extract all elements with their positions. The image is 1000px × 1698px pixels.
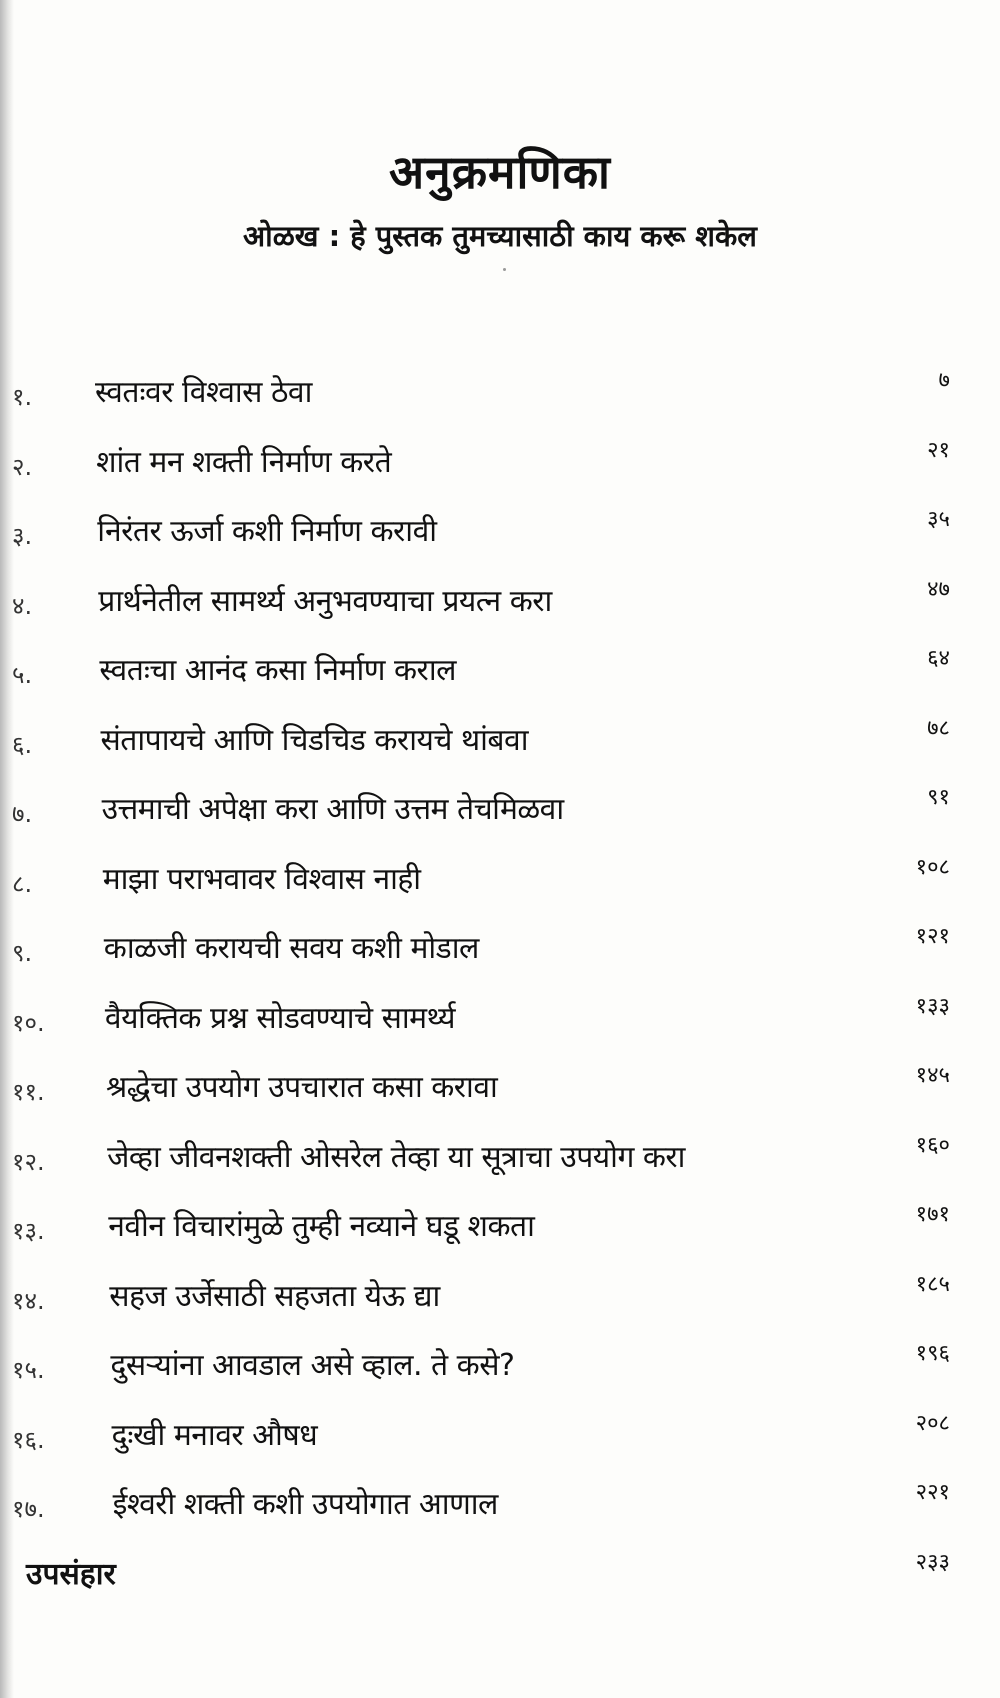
toc-row [0, 440, 1000, 500]
chapter-page-number: १४५ [915, 1063, 950, 1088]
toc-row [0, 857, 1000, 917]
toc-row [0, 370, 1000, 430]
chapter-page-number: १८५ [915, 1272, 950, 1297]
chapter-title: ईश्वरी शक्ती कशी उपयोगात आणाल [112, 1487, 498, 1522]
chapter-title: संतापायचे आणि चिडचिड करायचे थांबवा [100, 723, 528, 758]
chapter-number: १२. [12, 1148, 45, 1176]
chapter-number: ८. [12, 870, 33, 898]
chapter-number: १७. [12, 1495, 45, 1523]
toc-row [0, 579, 1000, 639]
chapter-title: सहज उर्जेसाठी सहजता येऊ द्या [109, 1279, 440, 1314]
chapter-title: प्रार्थनेतील सामर्थ्य अनुभवण्याचा प्रयत्न करा [98, 584, 552, 619]
chapter-page-number: २०८ [915, 1411, 950, 1436]
chapter-page-number: २२१ [915, 1480, 950, 1505]
toc-row [0, 1204, 1000, 1264]
chapter-title: जेव्हा जीवनशक्ती ओसरेल तेव्हा या सूत्राचा उपयोग करा [107, 1140, 685, 1175]
chapter-title: वैयक्तिक प्रश्न सोडवण्याचे सामर्थ्य [104, 1001, 456, 1036]
chapter-number: १४. [12, 1287, 45, 1315]
toc-row [0, 509, 1000, 569]
chapter-title: स्वतःचा आनंद कसा निर्माण कराल [99, 653, 456, 688]
chapter-page-number: ४७ [927, 577, 950, 602]
chapter-page-number: ७८ [927, 716, 950, 741]
chapter-number: ३. [12, 522, 33, 550]
chapter-title: स्वतःवर विश्वास ठेवा [95, 375, 312, 410]
chapter-page-number: १६० [915, 1133, 950, 1158]
toc-row-epilogue [0, 1552, 1000, 1612]
chapter-page-number: १७१ [915, 1202, 950, 1227]
chapter-page-number: ३५ [927, 507, 950, 532]
chapter-page-number: १०८ [915, 855, 950, 880]
chapter-title: उत्तमाची अपेक्षा करा आणि उत्तम तेचमिळवा [101, 792, 564, 827]
chapter-number: ४. [12, 592, 33, 620]
chapter-number: २. [12, 453, 33, 481]
intro-line: ओळख : हे पुस्तक तुमच्यासाठी काय करू शकेल [243, 219, 757, 253]
chapter-number: १०. [12, 1009, 45, 1037]
chapter-number: १६. [12, 1426, 45, 1454]
chapter-page-number: १३३ [915, 994, 950, 1019]
toc-row [0, 1135, 1000, 1195]
chapter-number: ९. [12, 939, 33, 967]
chapter-page-number: २१ [927, 438, 950, 463]
chapter-number: १५. [12, 1356, 45, 1384]
chapter-title: निरंतर ऊर्जा कशी निर्माण करावी [97, 514, 437, 549]
toc-heading: अनुक्रमणिका [389, 145, 611, 199]
chapter-number: ५. [12, 661, 33, 689]
speck [503, 268, 506, 271]
chapter-title: नवीन विचारांमुळे तुम्ही नव्याने घडू शकता [108, 1209, 535, 1244]
chapter-number: १. [12, 383, 33, 411]
chapter-title: शांत मन शक्ती निर्माण करते [96, 445, 392, 480]
chapter-title: माझा पराभवावर विश्वास नाही [102, 862, 421, 897]
chapter-page-number: १९६ [915, 1341, 950, 1366]
toc-row [0, 1343, 1000, 1403]
toc-row [0, 926, 1000, 986]
chapter-title: श्रद्धेचा उपयोग उपचारात कसा करावा [106, 1070, 498, 1105]
chapter-number: १३. [12, 1217, 45, 1245]
chapter-number: ७. [12, 800, 33, 828]
chapter-page-number: ६४ [927, 646, 950, 671]
toc-row [0, 787, 1000, 847]
chapter-page-number: ९१ [927, 785, 950, 810]
toc-row [0, 648, 1000, 708]
epilogue-page-number: २३३ [915, 1550, 950, 1575]
toc-row [0, 1274, 1000, 1334]
chapter-page-number: ७ [938, 368, 950, 393]
toc-row [0, 996, 1000, 1056]
toc-row [0, 1413, 1000, 1473]
chapter-title: दुसऱ्यांना आवडाल असे व्हाल. ते कसे? [110, 1348, 515, 1383]
epilogue-title: उपसंहार [26, 1557, 116, 1592]
toc-row [0, 1482, 1000, 1542]
chapter-page-number: १२१ [915, 924, 950, 949]
chapter-number: ६. [12, 731, 33, 759]
chapter-number: ११. [12, 1078, 45, 1106]
toc-row [0, 718, 1000, 778]
chapter-title: दुःखी मनावर औषध [111, 1418, 318, 1453]
chapter-title: काळजी करायची सवय कशी मोडाल [103, 931, 479, 966]
toc-row [0, 1065, 1000, 1125]
